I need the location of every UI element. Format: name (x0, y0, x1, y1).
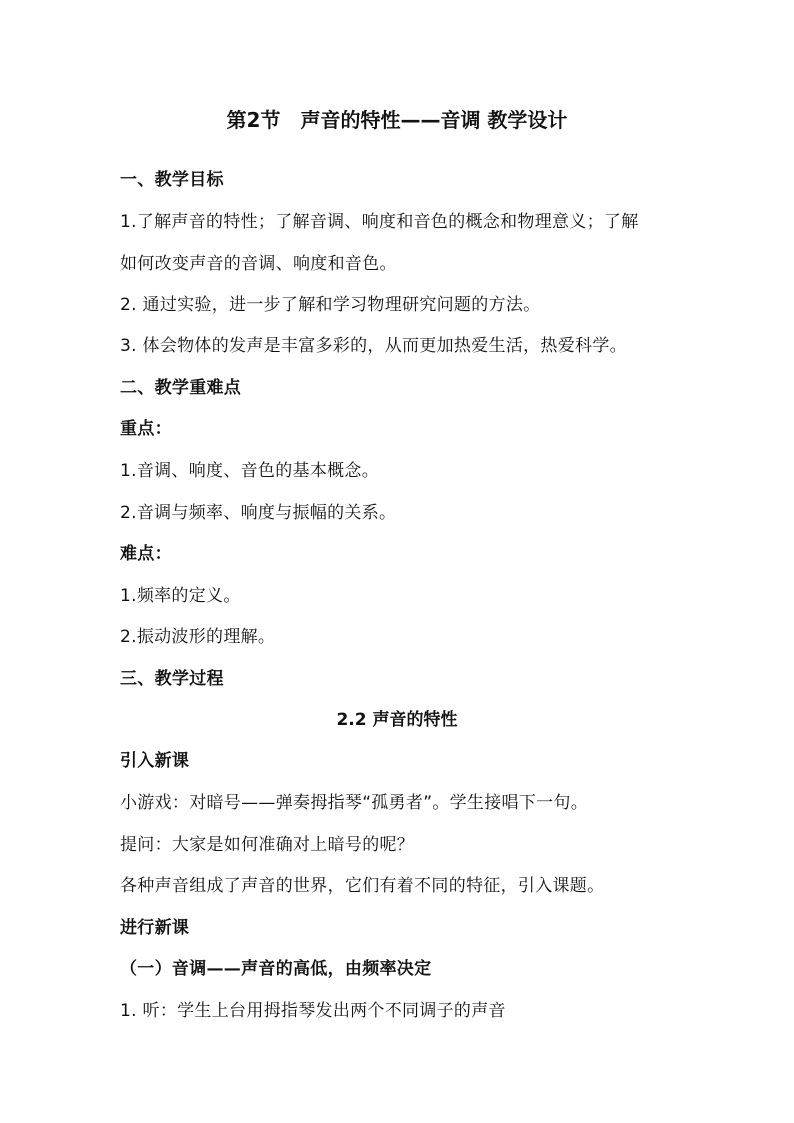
key-point-2: 2.音调与频率、响度与振幅的关系。 (120, 503, 397, 523)
intro-line-3: 各种声音组成了声音的世界，它们有着不同的特征，引入课题。 (120, 876, 605, 896)
new-lesson-label: 进行新课 (120, 918, 190, 938)
difficult-point-2: 2.振动波形的理解。 (120, 627, 276, 647)
goal-3: 3. 体会物体的发声是丰富多彩的，从而更加热爱生活，热爱科学。 (120, 336, 627, 356)
goal-1-line-2: 如何改变声音的音调、响度和音色。 (120, 254, 397, 274)
goal-2: 2. 通过实验，进一步了解和学习物理研究问题的方法。 (120, 295, 541, 315)
subsection-pitch: （一）音调——声音的高低，由频率决定 (120, 959, 432, 979)
difficult-points-label: 难点： (120, 544, 172, 564)
heading-teaching-process: 三、教学过程 (120, 669, 224, 689)
key-points-label: 重点： (120, 419, 172, 439)
section-title: 2.2 声音的特性 (336, 710, 458, 730)
goal-1-line-1: 1.了解声音的特性；了解音调、响度和音色的概念和物理意义；了解 (120, 212, 639, 232)
step-1-listen: 1. 听：学生上台用拇指琴发出两个不同调子的声音 (120, 1001, 506, 1021)
heading-teaching-goals: 一、教学目标 (120, 170, 224, 190)
intro-line-1: 小游戏：对暗号——弹奏拇指琴“孤勇者”。学生接唱下一句。 (120, 793, 589, 813)
intro-line-2: 提问：大家是如何准确对上暗号的呢？ (120, 835, 415, 855)
key-point-1: 1.音调、响度、音色的基本概念。 (120, 461, 380, 481)
difficult-point-1: 1.频率的定义。 (120, 586, 241, 606)
intro-label: 引入新课 (120, 751, 190, 771)
heading-key-difficult-points: 二、教学重难点 (120, 378, 242, 398)
document-title: 第2节 声音的特性——音调 教学设计 (226, 108, 568, 132)
